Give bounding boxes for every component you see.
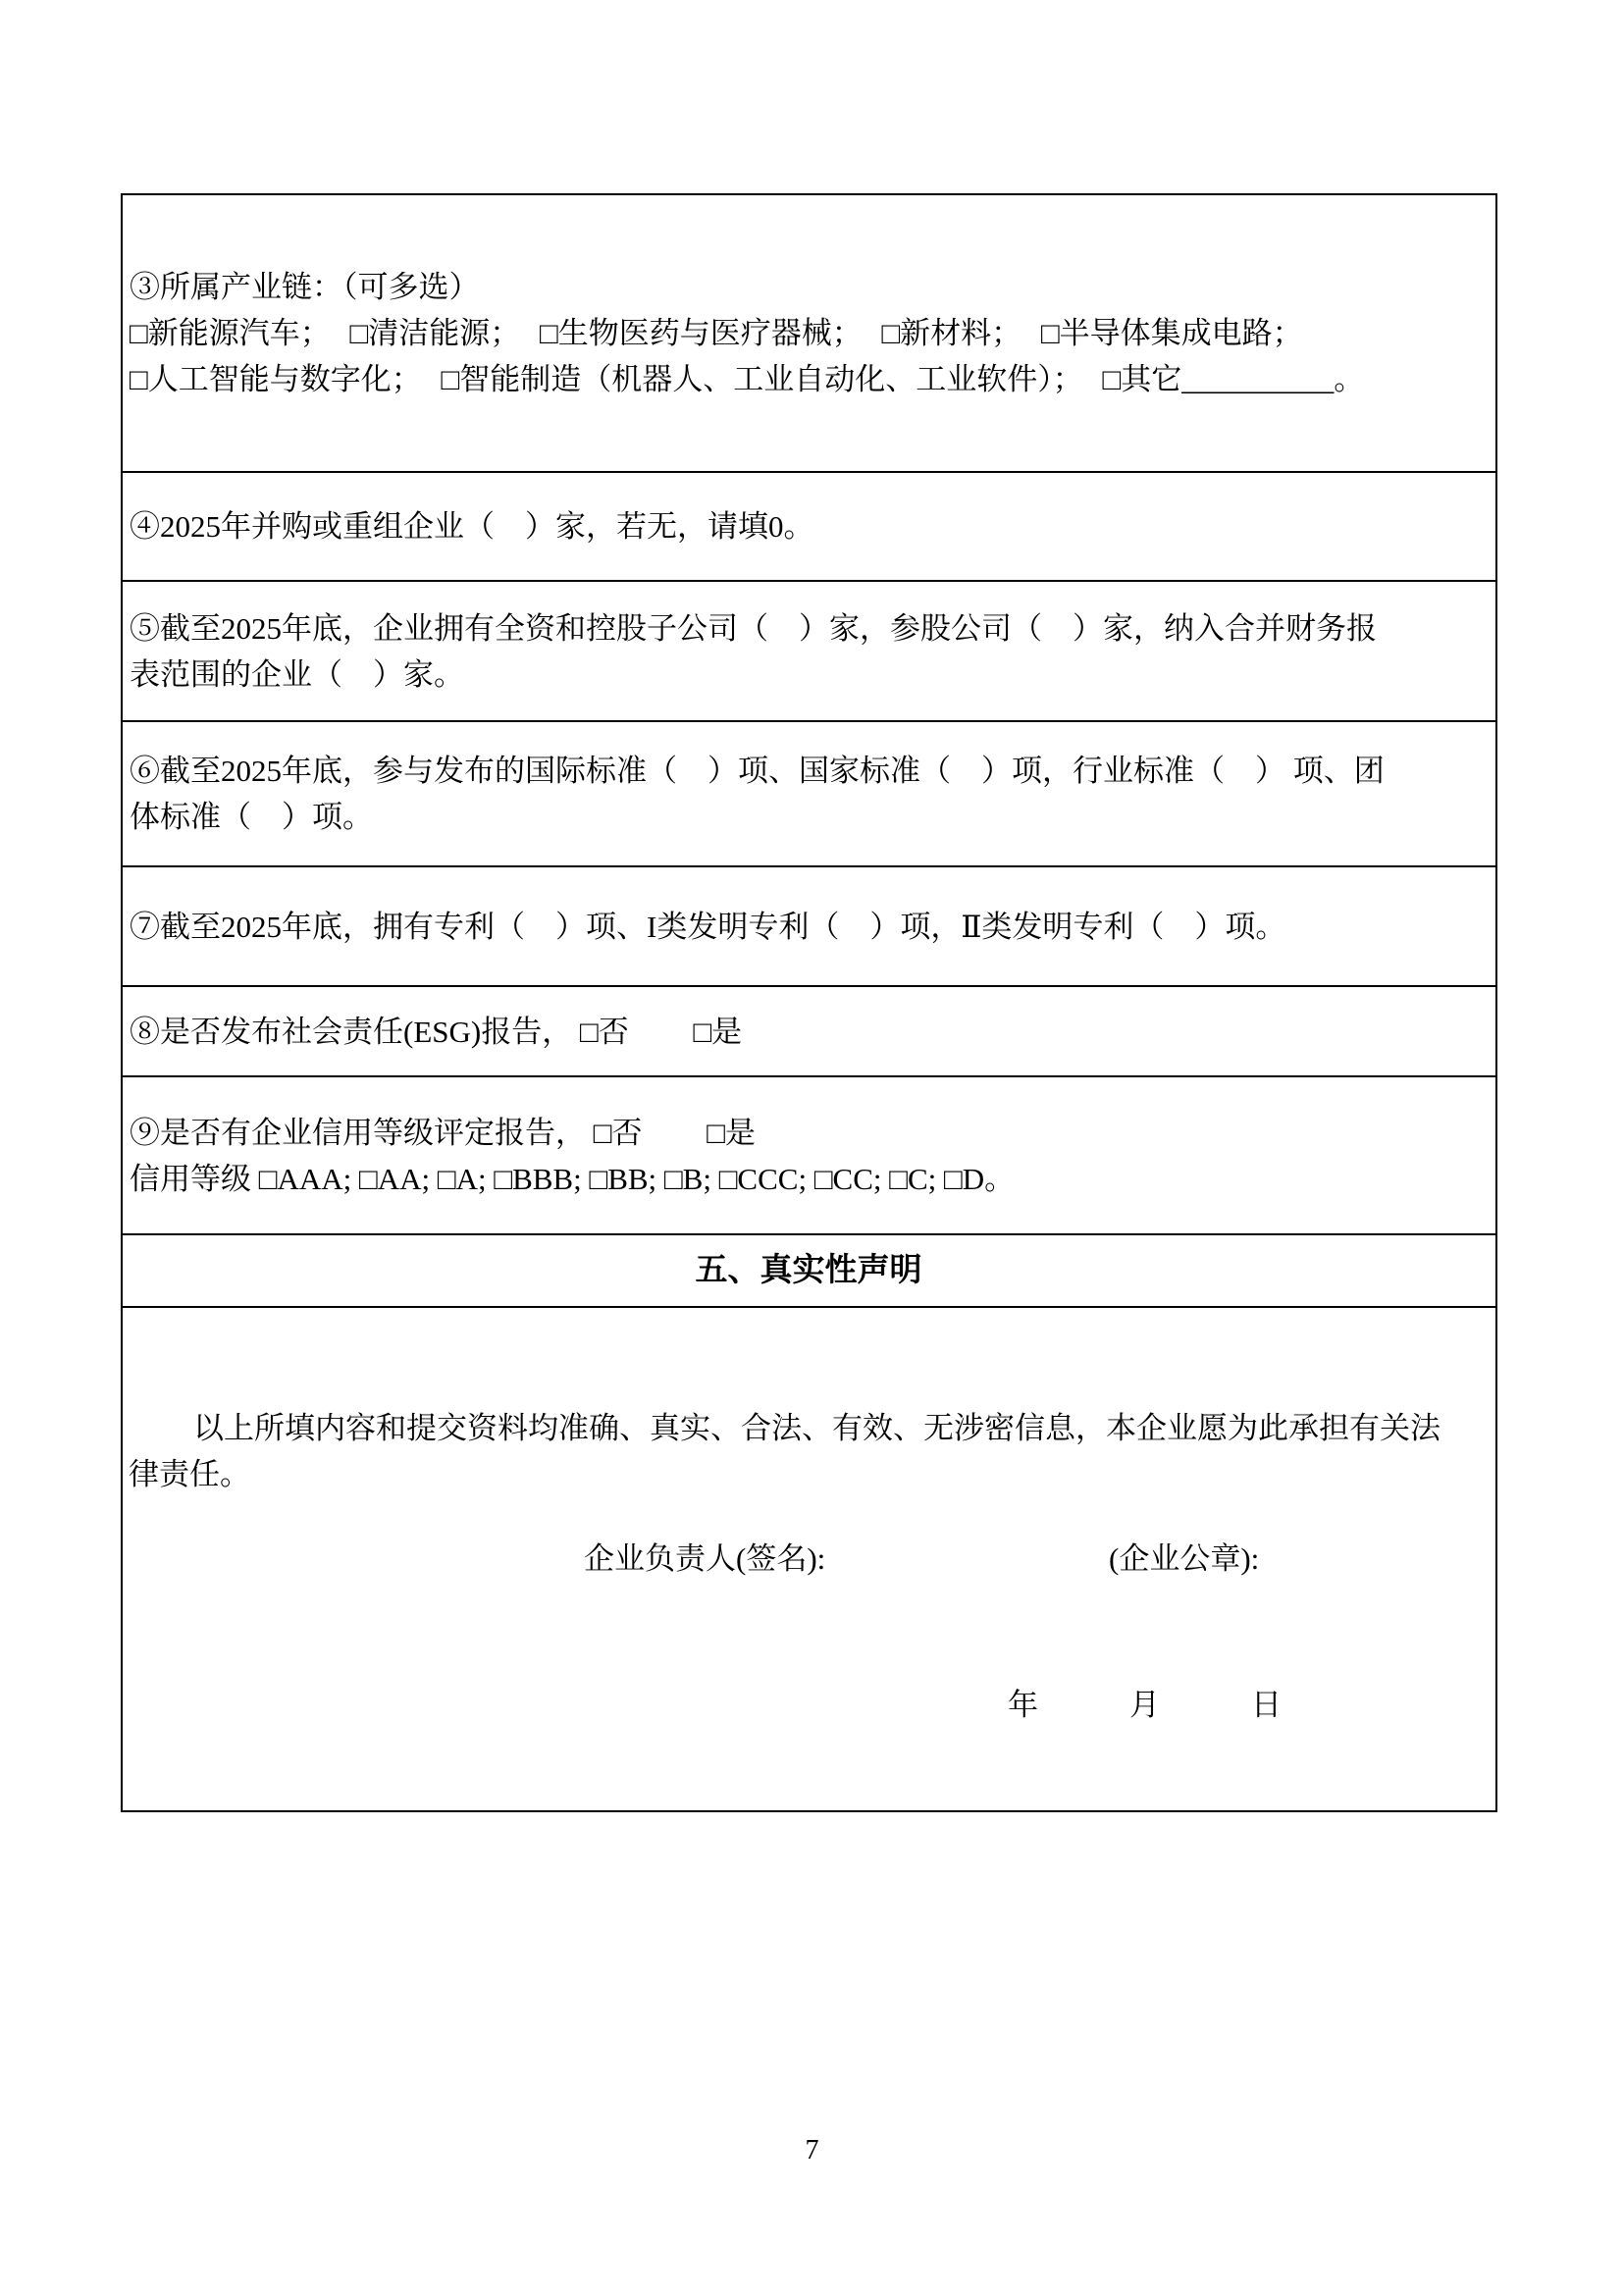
checkbox-rating-ccc[interactable]: □CCC; xyxy=(718,1161,808,1196)
row-merger-reorganization xyxy=(123,473,1495,582)
checkbox-semiconductor-ic[interactable]: □半导体集成电路； xyxy=(1040,316,1303,350)
checkbox-ai-digitalization[interactable]: □人工智能与数字化； xyxy=(130,362,422,396)
checkbox-esg-no[interactable]: □否 xyxy=(579,1014,629,1049)
row-industry-chain xyxy=(123,195,1495,473)
question-esg-line xyxy=(130,1009,1488,1055)
question-industry-chain-title: ③所属产业链：（可多选） xyxy=(130,270,480,304)
credit-rating-options-line xyxy=(130,1156,1488,1202)
checkbox-new-energy-vehicles[interactable]: □新能源汽车； xyxy=(130,316,331,350)
checkbox-rating-bbb[interactable]: □BBB; xyxy=(494,1161,582,1196)
credit-rating-label: 信用等级 xyxy=(130,1161,251,1196)
question-merger-text: ④2025年并购或重组企业（ ）家，若无，请填0。 xyxy=(130,509,814,544)
checkbox-rating-aaa[interactable]: □AAA; xyxy=(258,1161,352,1196)
question-esg-prefix: ⑧是否发布社会责任(ESG)报告， xyxy=(130,1014,573,1049)
checkbox-new-materials[interactable]: □新材料； xyxy=(881,316,1022,350)
section-title: 五、真实性声明 xyxy=(695,1252,922,1288)
checkbox-rating-b[interactable]: □B; xyxy=(663,1161,711,1196)
checkbox-rating-a[interactable]: □A; xyxy=(437,1161,487,1196)
checkbox-other-with-blank[interactable]: □其它__________。 xyxy=(1102,362,1365,396)
question-standards-line-1: ⑥截至2025年底，参与发布的国际标准（ ）项、国家标准（ ）项，行业标准（ ） 项、团 xyxy=(130,754,1385,788)
question-credit-prefix: ⑨是否有企业信用等级评定报告， xyxy=(130,1115,586,1150)
question-standards-line-2: 体标准（ ）项。 xyxy=(130,800,373,834)
checkbox-clean-energy[interactable]: □清洁能源； xyxy=(349,316,521,350)
row-esg-report xyxy=(123,987,1495,1077)
form-table xyxy=(121,193,1497,1812)
checkbox-biomedicine-medical-devices[interactable]: □生物医药与医疗器械； xyxy=(539,316,863,350)
section-header-authenticity xyxy=(123,1235,1495,1308)
row-subsidiaries xyxy=(123,582,1495,722)
checkbox-rating-aa[interactable]: □AA; xyxy=(359,1161,431,1196)
question-credit-line xyxy=(130,1110,1488,1156)
company-seal-label: (企业公章): xyxy=(1109,1541,1260,1576)
date-line: 年 月 日 xyxy=(1008,1688,1282,1722)
industry-chain-options-line-2 xyxy=(130,356,1488,402)
question-patents-text: ⑦截至2025年底，拥有专利（ ）项、I类发明专利（ ）项，Ⅱ类发明专利（ ）项。 xyxy=(130,909,1286,944)
declaration-line-1: 以上所填内容和提交资料均准确、真实、合法、有效、无涉密信息，本企业愿为此承担有关法 xyxy=(193,1411,1441,1445)
declaration-line-2: 律责任。 xyxy=(129,1457,250,1491)
row-patents xyxy=(123,867,1495,987)
checkbox-esg-yes[interactable]: □是 xyxy=(693,1014,743,1049)
checkbox-rating-bb[interactable]: □BB; xyxy=(589,1161,657,1196)
row-declaration xyxy=(123,1308,1495,1810)
signer-signature-label: 企业负责人(签名): xyxy=(584,1541,826,1576)
checkbox-intelligent-manufacturing[interactable]: □智能制造（机器人、工业自动化、工业软件）； xyxy=(441,362,1083,396)
industry-chain-options-line-1 xyxy=(130,310,1488,356)
checkbox-credit-yes[interactable]: □是 xyxy=(707,1115,756,1150)
question-subsidiaries-line-1: ⑤截至2025年底，企业拥有全资和控股子公司（ ）家，参股公司（ ）家，纳入合并财务报 xyxy=(130,610,1377,646)
checkbox-rating-d[interactable]: □D。 xyxy=(944,1161,1016,1196)
checkbox-rating-cc[interactable]: □CC; xyxy=(813,1161,882,1196)
row-credit-rating xyxy=(123,1077,1495,1235)
row-standards xyxy=(123,722,1495,867)
page-number: 7 xyxy=(805,2135,819,2165)
checkbox-rating-c[interactable]: □C; xyxy=(889,1161,937,1196)
question-subsidiaries-line-2: 表范围的企业（ ）家。 xyxy=(130,656,464,692)
declaration-paragraph xyxy=(129,1405,1486,1497)
checkbox-credit-no[interactable]: □否 xyxy=(593,1115,643,1150)
